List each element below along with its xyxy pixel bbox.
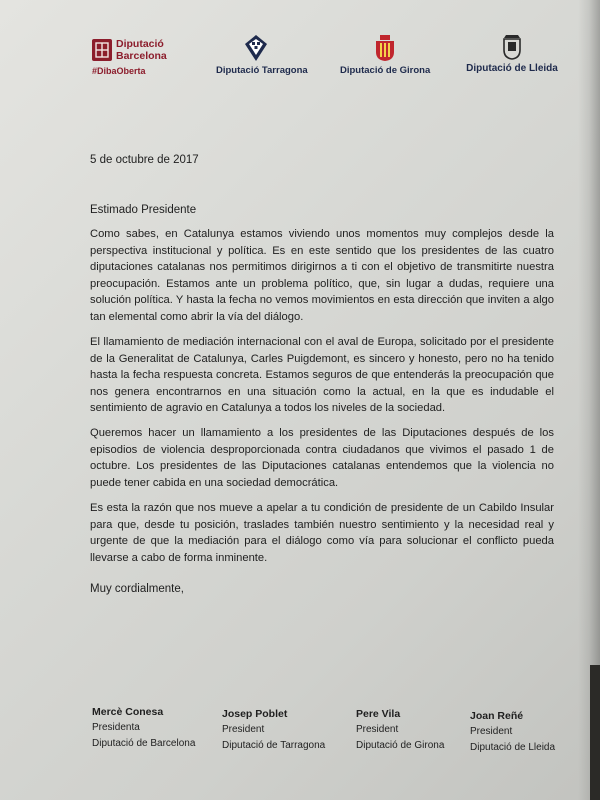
signatory-role: President: [222, 724, 265, 735]
girona-shield-icon: [374, 34, 396, 62]
girona-name: Diputació de Girona: [340, 65, 431, 76]
signatory-name: Joan Reñé: [470, 710, 524, 722]
signature-block-girona: [356, 706, 444, 754]
letter-date: 5 de octubre de 2017: [90, 154, 199, 166]
signatory-name: Pere Vila: [356, 708, 401, 720]
letterhead: [0, 30, 600, 90]
signature-block-lleida: [470, 708, 555, 756]
signatory-org: Diputació de Lleida: [470, 742, 556, 753]
paragraph-4: Es esta la razón que nos mueve a apelar a tu condición de presidente de un Cabildo Insular para que, desde tu posición, traslades también nuestro sentimiento y la necesidad real y urgente de que la mediación para el diálogo como vía para solucionar el conflicto pueda llevarse a cabo de forma inminente.: [90, 502, 554, 564]
signatory-name: Josep Poblet: [222, 708, 288, 720]
paragraph-1: Como sabes, en Catalunya estamos viviendo unos momentos muy complejos desde la perspectiva institucional y política. Es en este sentido que los presidentes de las cuatro diputaciones catalanas nos permitimos dirigirnos a ti con el objetivo de transmitirte nuestra preocupación. Estamos ante un problema político, que, sin lugar a dudas, requiere una solución política. Y hasta la fecha no vemos movimientos en esta dirección que inviten a algo tan elemental como abrir la vía del diálogo.: [90, 228, 554, 323]
signatory-name: Mercè Conesa: [92, 706, 164, 718]
signatory-role: Presidenta: [92, 722, 140, 733]
tarragona-emblem-icon: [244, 34, 268, 62]
letter-closing: Muy cordialmente,: [90, 583, 184, 595]
dark-binding-edge: [590, 665, 600, 800]
barcelona-emblem-icon: [92, 39, 112, 61]
letter-greeting: Estimado Presidente: [90, 204, 197, 216]
lleida-name: Diputació de Lleida: [466, 63, 558, 74]
signatory-role: President: [470, 726, 513, 737]
paragraph-3: Queremos hacer un llamamiento a los presidentes de las Diputaciones después de los episodios de violencia desproporcionada contra ciudadanos que vivimos el pasado 1 de octubre. Los presidentes de las Diputaciones catalanas entendemos que la violencia no puede tener cabida en una sociedad democrática.: [90, 427, 554, 489]
barcelona-line1: Diputació: [116, 38, 164, 50]
barcelona-line2: Barcelona: [116, 50, 167, 62]
logo-diputacio-tarragona: [216, 34, 308, 76]
barcelona-hashtag: #DibaOberta: [92, 66, 146, 76]
signatory-org: Diputació de Barcelona: [92, 738, 196, 749]
logo-diputacio-barcelona: [92, 38, 167, 76]
signature-block-tarragona: [222, 706, 325, 754]
tarragona-name: Diputació Tarragona: [216, 65, 308, 76]
signatory-role: President: [356, 724, 399, 735]
paragraph-2: El llamamiento de mediación internacional con el aval de Europa, solicitado por el presidente de la Generalitat de Catalunya, Carles Puigdemont, es sincero y honesto, pero no ha tenido hasta la fecha respuesta concreta. Estamos seguros de que entenderás la preocupación que nos genera encontrarnos en una situación como la actual, en la que es indudable el sentimiento de agravio en Catalunya a todos los niveles de la sociedad.: [90, 336, 554, 414]
logo-diputacio-lleida: [462, 34, 562, 74]
signatory-org: Diputació de Girona: [356, 740, 445, 751]
lleida-crest-icon: [502, 34, 522, 60]
logo-diputacio-girona: [340, 34, 430, 76]
signatory-org: Diputació de Tarragona: [222, 740, 326, 751]
signature-block-barcelona: [92, 704, 195, 752]
